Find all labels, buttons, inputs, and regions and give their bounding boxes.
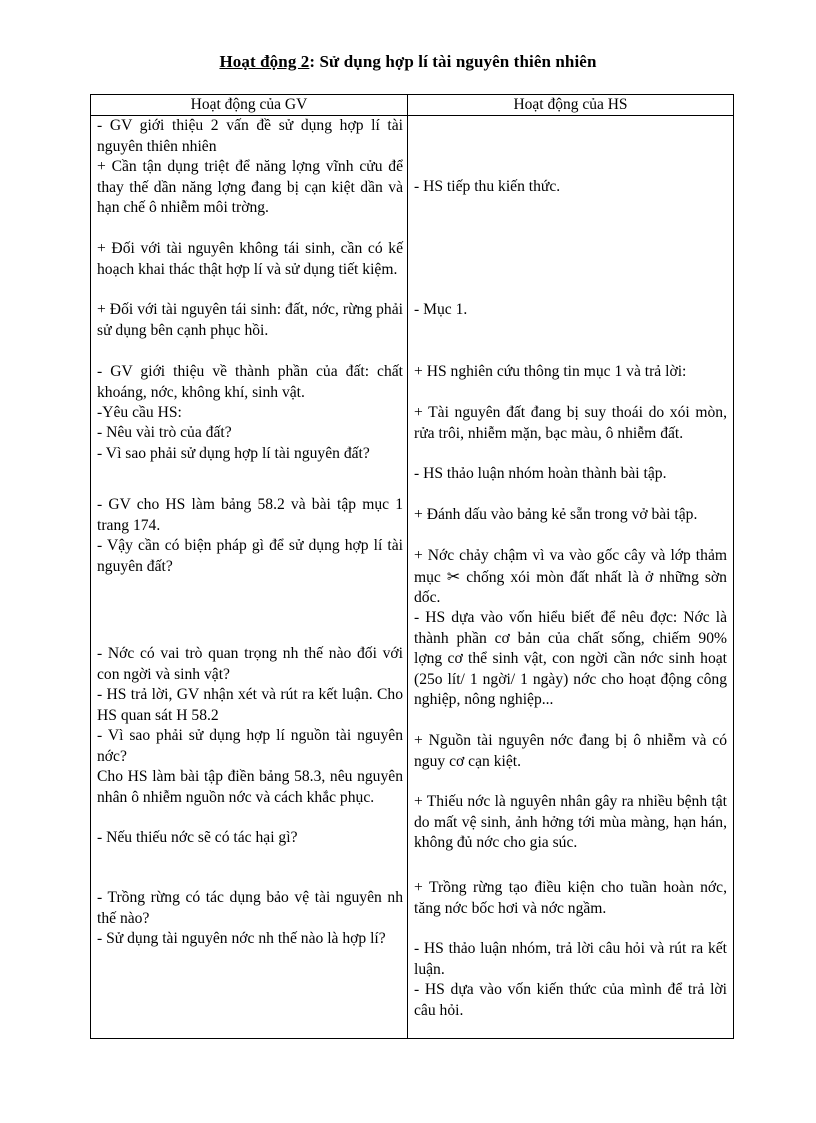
hs-paragraph: - HS tiếp thu kiến thức. bbox=[414, 178, 561, 195]
hs-paragraph: + HS nghiên cứu thông tin mục 1 và trả lời: bbox=[414, 363, 687, 380]
title-text: : Sử dụng hợp lí tài nguyên thiên nhiên bbox=[309, 52, 597, 71]
gv-paragraph: - Sử dụng tài nguyên nớc nh thế nào là hợp lí? bbox=[97, 930, 386, 947]
page-title bbox=[0, 52, 816, 72]
hs-text: + Nớc chảy chậm vì va vào gốc cây và lớp thảm mục bbox=[414, 547, 727, 586]
gv-paragraph: + Đối với tài nguyên tái sinh: đất, nớc, rừng phải sử dụng bên cạnh phục hồi. bbox=[97, 301, 403, 339]
hs-paragraph: + Đánh dấu vào bảng kẻ sẵn trong vở bài tập. bbox=[414, 506, 698, 523]
gv-column bbox=[91, 116, 408, 1039]
table-body-row bbox=[91, 116, 734, 1039]
hs-paragraph: - HS dựa vào vốn kiến thức của mình để trả lời câu hỏi. bbox=[414, 981, 727, 1019]
gv-paragraph: - HS trả lời, GV nhận xét và rút ra kết luận. Cho HS quan sát H 58.2 bbox=[97, 686, 403, 724]
header-gv: Hoạt động của GV bbox=[91, 95, 408, 116]
hs-paragraph: - Mục 1. bbox=[414, 301, 468, 318]
gv-paragraph: - Nếu thiếu nớc sẽ có tác hại gì? bbox=[97, 829, 298, 846]
hs-paragraph: + Nguồn tài nguyên nớc đang bị ô nhiễm và có nguy cơ cạn kiệt. bbox=[414, 732, 727, 770]
hs-text: chống xói mòn đất nhất là ở những sờn dốc. bbox=[414, 568, 727, 606]
hs-paragraph: - HS thảo luận nhóm hoàn thành bài tập. bbox=[414, 465, 667, 482]
gv-paragraph: - Vậy cần có biện pháp gì để sử dụng hợp lí tài nguyên đất? bbox=[97, 537, 403, 575]
gv-paragraph: -Yêu cầu HS: bbox=[97, 404, 182, 421]
activity-table bbox=[90, 94, 734, 1039]
gv-paragraph: + Đối với tài nguyên không tái sinh, cần có kế hoạch khai thác thật hợp lí và sử dụng tiết kiệm. bbox=[97, 240, 403, 278]
gv-paragraph: - Nớc có vai trò quan trọng nh thế nào đối với con ngời và sinh vật? bbox=[97, 645, 403, 683]
hs-paragraph bbox=[414, 546, 727, 609]
scissors-icon: ✂ bbox=[446, 566, 461, 586]
hs-paragraph: + Trồng rừng tạo điều kiện cho tuần hoàn nớc, tăng nớc bốc hơi và nớc ngầm. bbox=[414, 879, 727, 917]
gv-paragraph: - Nêu vài trò của đất? bbox=[97, 424, 232, 441]
gv-paragraph: - Vì sao phải sử dụng hợp lí tài nguyên đất? bbox=[97, 445, 370, 462]
header-hs: Hoạt động của HS bbox=[408, 95, 734, 116]
hs-paragraph: + Tài nguyên đất đang bị suy thoái do xói mòn, rửa trôi, nhiễm mặn, bạc màu, ô nhiễm đất. bbox=[414, 404, 727, 442]
hs-paragraph: + Thiếu nớc là nguyên nhân gây ra nhiều bệnh tật do mất vệ sinh, ảnh hởng tới mùa màng, hạn hán, không đủ nớc cho gia súc. bbox=[414, 793, 727, 851]
hs-paragraph: - HS dựa vào vốn hiểu biết để nêu đợc: Nớc là thành phần cơ bản của chất sống, chiếm 90% lợng cơ thể sinh vật, con ngời cần nớc sinh hoạt (25o lít/ 1 ngời/ 1 ngày) nớc cho hoạt động công nghiệp, nông nghiệp... bbox=[414, 609, 727, 708]
gv-paragraph: - Trồng rừng có tác dụng bảo vệ tài nguyên nh thế nào? bbox=[97, 889, 403, 927]
hs-column bbox=[408, 116, 734, 1039]
gv-paragraph: - GV cho HS làm bảng 58.2 và bài tập mục 1 trang 174. bbox=[97, 496, 403, 534]
hs-paragraph: - HS thảo luận nhóm, trả lời câu hỏi và rút ra kết luận. bbox=[414, 940, 727, 978]
title-activity-label: Hoạt động 2 bbox=[219, 52, 310, 71]
gv-paragraph: - GV giới thiệu về thành phần của đất: chất khoáng, nớc, không khí, sinh vật. bbox=[97, 363, 403, 401]
gv-paragraph: - Vì sao phải sử dụng hợp lí nguồn tài nguyên nớc? bbox=[97, 727, 403, 765]
gv-paragraph: Cho HS làm bài tập điền bảng 58.3, nêu nguyên nhân ô nhiễm nguồn nớc và cách khắc phục. bbox=[97, 768, 403, 806]
gv-paragraph: + Cần tận dụng triệt để năng lợng vĩnh cửu để thay thế dần năng lợng đang bị cạn kiệt dần và hạn chế ô nhiễm môi trờng. bbox=[97, 158, 403, 216]
table-header-row bbox=[91, 95, 734, 116]
gv-paragraph: - GV giới thiệu 2 vấn đề sử dụng hợp lí tài nguyên thiên nhiên bbox=[97, 117, 403, 155]
